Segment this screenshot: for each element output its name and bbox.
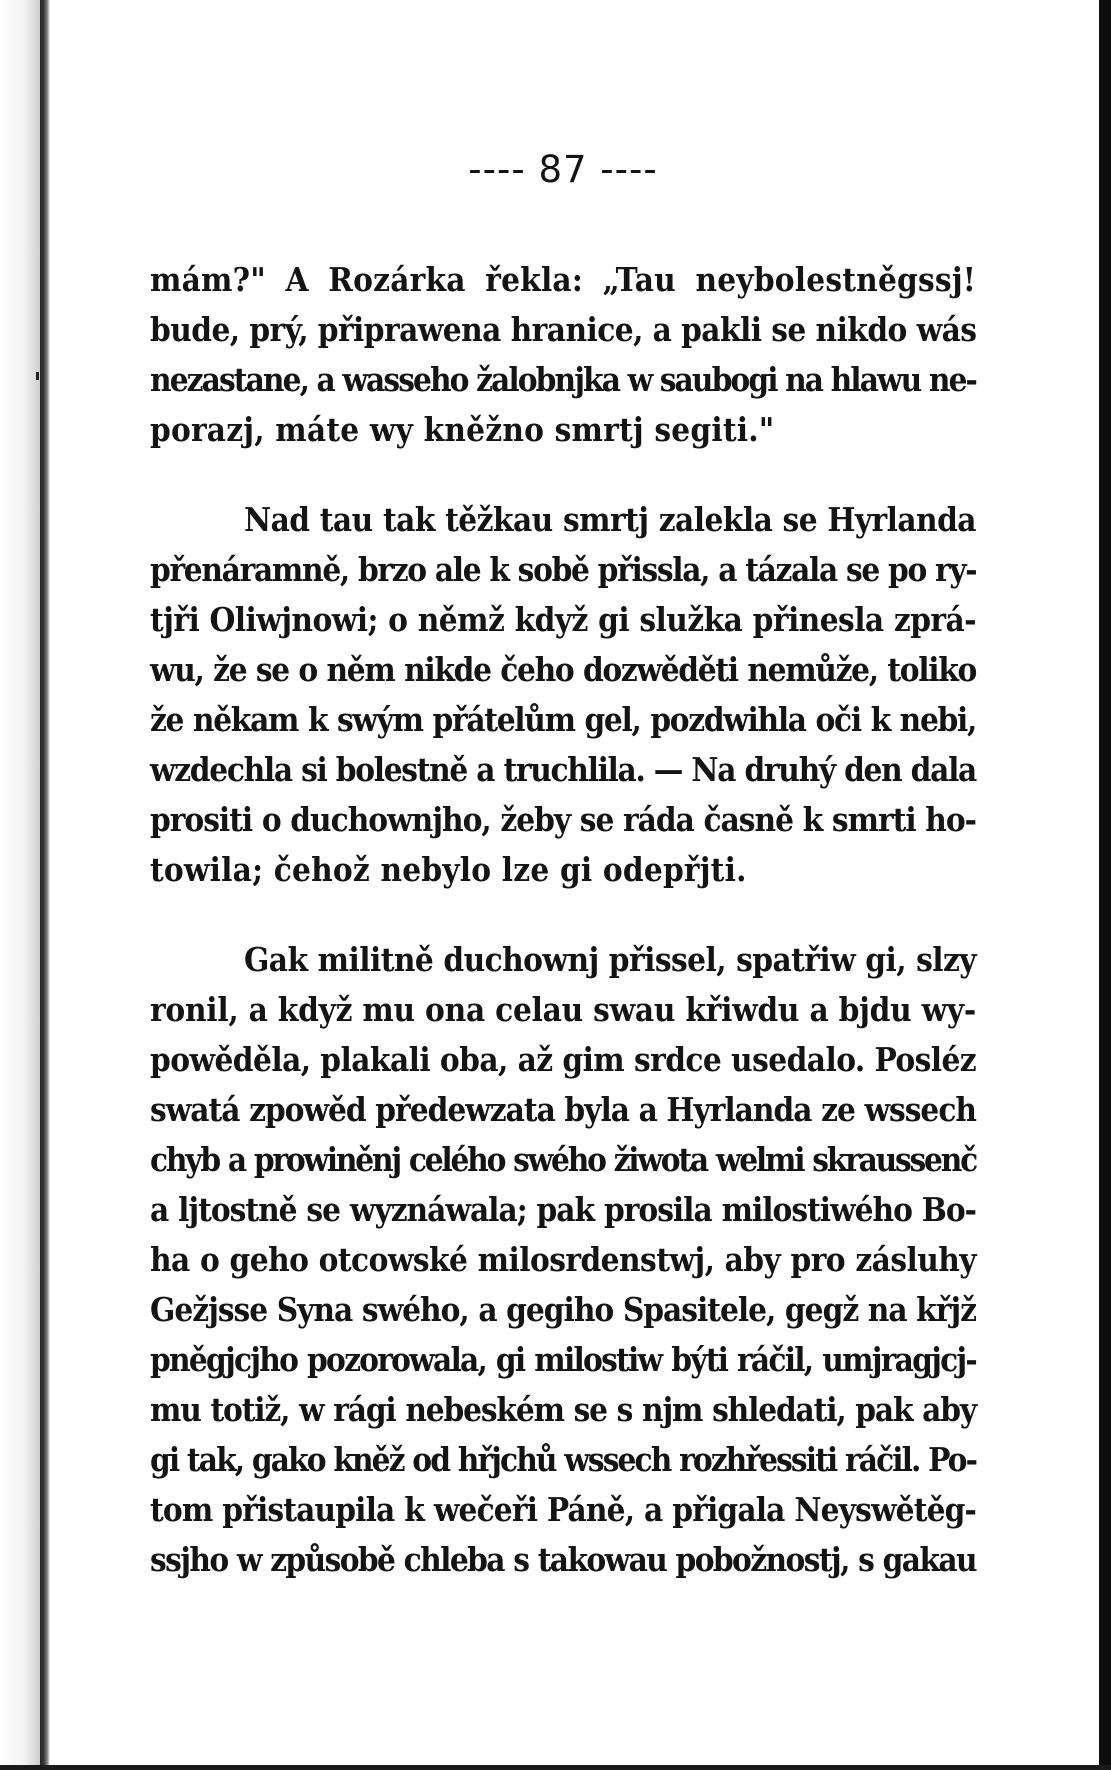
text-line: mám?" A Rozárka řekla: „Tau neybolestněgssj! [150,260,976,299]
text-line: tjři Oliwjnowi; o němž když gi služka přinesla zprá- [150,600,976,639]
text-line: towila; čehož nebylo lze gi odepřjti. [150,850,747,889]
paragraph-3 [150,935,976,1585]
text-line: swatá zpowěd předewzata byla a Hyrlanda ze wssech [150,1090,976,1129]
text-line: Nad tau tak těžkau smrtj zalekla se Hyrlanda [244,500,976,539]
text-line: tom přistaupila k wečeři Páně, a přigala Neyswětěg- [150,1490,976,1529]
text-line: prositi o duchownjho, žeby se ráda časně k smrti ho- [150,800,976,839]
text-line: wu, že se o něm nikde čeho dozwěděti nemůže, toliko [150,650,976,689]
text-line: ronil, a když mu ona celau swau křiwdu a bjdu wy- [150,990,976,1029]
scan-binding-shadow [0,0,40,1770]
text-line: přenáramně, brzo ale k sobě přissla, a tázala se po ry- [150,550,977,589]
text-line: wzdechla si bolestně a truchlila. — Na druhý den dala [150,750,976,789]
scan-edge-mark [36,372,39,380]
text-line: bude, prý, připrawena hranice, a pakli se nikdo wás [150,310,977,349]
text-line: nezastane, a wasseho žalobnjka w saubogi na hlawu ne- [150,360,976,399]
text-line: pněgjcjho pozorowala, gi milostiw býti ráčil, umjragjcj- [150,1340,976,1379]
paragraph-2 [150,495,976,895]
text-line: a ljtostně se wyznáwala; pak prosila milostiwého Bo- [150,1190,976,1229]
text-line: chyb a prowiněnj celého swého žiwota welmi skraussenč [150,1140,976,1179]
text-line: powěděla, plakali oba, až gim srdce usedalo. Posléz [150,1040,977,1079]
scan-bottom-border [0,1765,1111,1770]
scan-binding-edge [40,0,50,1770]
text-line: Gak militně duchownj přissel, spatřiw gi, slzy [244,940,976,979]
text-line: ssjho w způsobě chleba s takowau pobožnostj, s gakau [150,1540,976,1579]
text-line: gi tak, gako kněž od hřjchů wssech rozhřessiti ráčil. Po- [150,1440,976,1479]
text-line: ha o geho otcowské milosrdenstwj, aby pro zásluhy [150,1240,976,1279]
text-line: porazj, máte wy kněžno smrtj segiti." [150,410,775,449]
page-number: ---- 87 ---- [468,148,658,191]
text-line: že někam k swým přátelům gel, pozdwihla oči k nebi, [150,700,976,739]
text-line: mu totiž, w rági nebeském se s njm shledati, pak aby [150,1390,976,1429]
book-page [150,140,976,1585]
scan-right-border [1099,0,1111,1770]
paragraph-1 [150,255,976,455]
text-line: Gežjsse Syna swého, a gegiho Spasitele, gegž na křjž [150,1290,976,1329]
